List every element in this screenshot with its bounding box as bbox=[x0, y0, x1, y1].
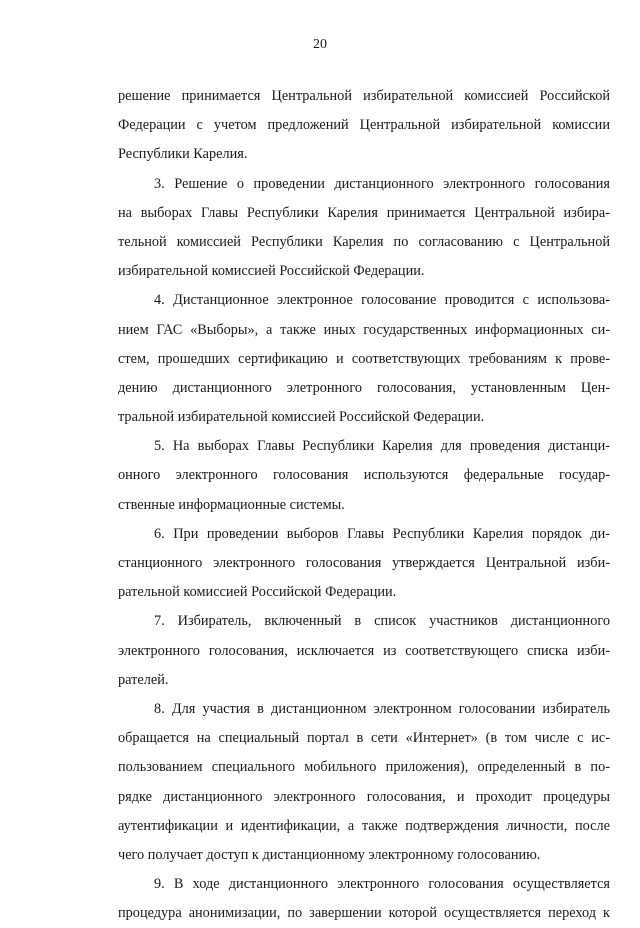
text-line: рядке дистанционного электронного голосования, и проходит процедуры bbox=[118, 788, 610, 805]
text-line: ственные информационные системы. bbox=[118, 496, 345, 513]
text-line: рательной комиссией Российской Федерации. bbox=[118, 584, 397, 601]
page-number: 20 bbox=[313, 37, 327, 52]
paragraph-first-line: 8. Для участия в дистанционном электронном голосовании избиратель bbox=[154, 700, 610, 717]
text-line: избирательной комиссией Российской Федерации. bbox=[118, 263, 425, 280]
paragraph-first-line: 7. Избиратель, включенный в список участников дистанционного bbox=[154, 613, 610, 630]
text-line: на выборах Главы Республики Карелия принимается Центральной избира- bbox=[118, 204, 610, 221]
text-line: электронного голосования, исключается из соответствующего списка изби- bbox=[118, 642, 610, 659]
text-line: Республики Карелия. bbox=[118, 146, 248, 163]
text-line: чего получает доступ к дистанционному электронному голосованию. bbox=[118, 846, 541, 863]
text-line: процедура анонимизации, по завершении которой осуществляется переход к bbox=[118, 905, 610, 922]
text-line: дению дистанционного элетронного голосования, установленным Цен- bbox=[118, 379, 610, 396]
paragraph-first-line: 6. При проведении выборов Главы Республики Карелия порядок ди- bbox=[154, 525, 610, 542]
text-line: рателей. bbox=[118, 671, 169, 688]
paragraph-first-line: 3. Решение о проведении дистанционного электронного голосования bbox=[154, 175, 610, 192]
text-line: стем, прошедших сертификацию и соответствующих требованиям к прове- bbox=[118, 350, 610, 367]
text-line: решение принимается Центральной избирательной комиссией Российской bbox=[118, 88, 610, 104]
document-body bbox=[118, 82, 610, 928]
text-line: тральной избирательной комиссией Российской Федерации. bbox=[118, 409, 485, 426]
paragraph-first-line: 9. В ходе дистанционного электронного голосования осуществляется bbox=[154, 876, 610, 893]
text-line: аутентификации и идентификации, а также подтверждения личности, после bbox=[118, 817, 610, 834]
text-line: нием ГАС «Выборы», а также иных государственных информационных си- bbox=[118, 321, 610, 338]
text-line: Федерации с учетом предложений Центральной избирательной комиссии bbox=[118, 117, 610, 134]
paragraph-first-line: 4. Дистанционное электронное голосование проводится с использова- bbox=[154, 292, 610, 309]
text-line: пользованием специального мобильного приложения), определенный в по- bbox=[118, 759, 610, 776]
paragraph-first-line: 5. На выборах Главы Республики Карелия для проведения дистанци- bbox=[154, 438, 610, 455]
text-line: станционного электронного голосования утверждается Центральной изби- bbox=[118, 555, 610, 571]
text-line: онного электронного голосования используются федеральные государ- bbox=[118, 467, 610, 484]
text-line: обращается на специальный портал в сети «Интернет» (в том числе с ис- bbox=[118, 730, 610, 747]
text-line: тельной комиссией Республики Карелия по согласованию с Центральной bbox=[118, 233, 610, 250]
